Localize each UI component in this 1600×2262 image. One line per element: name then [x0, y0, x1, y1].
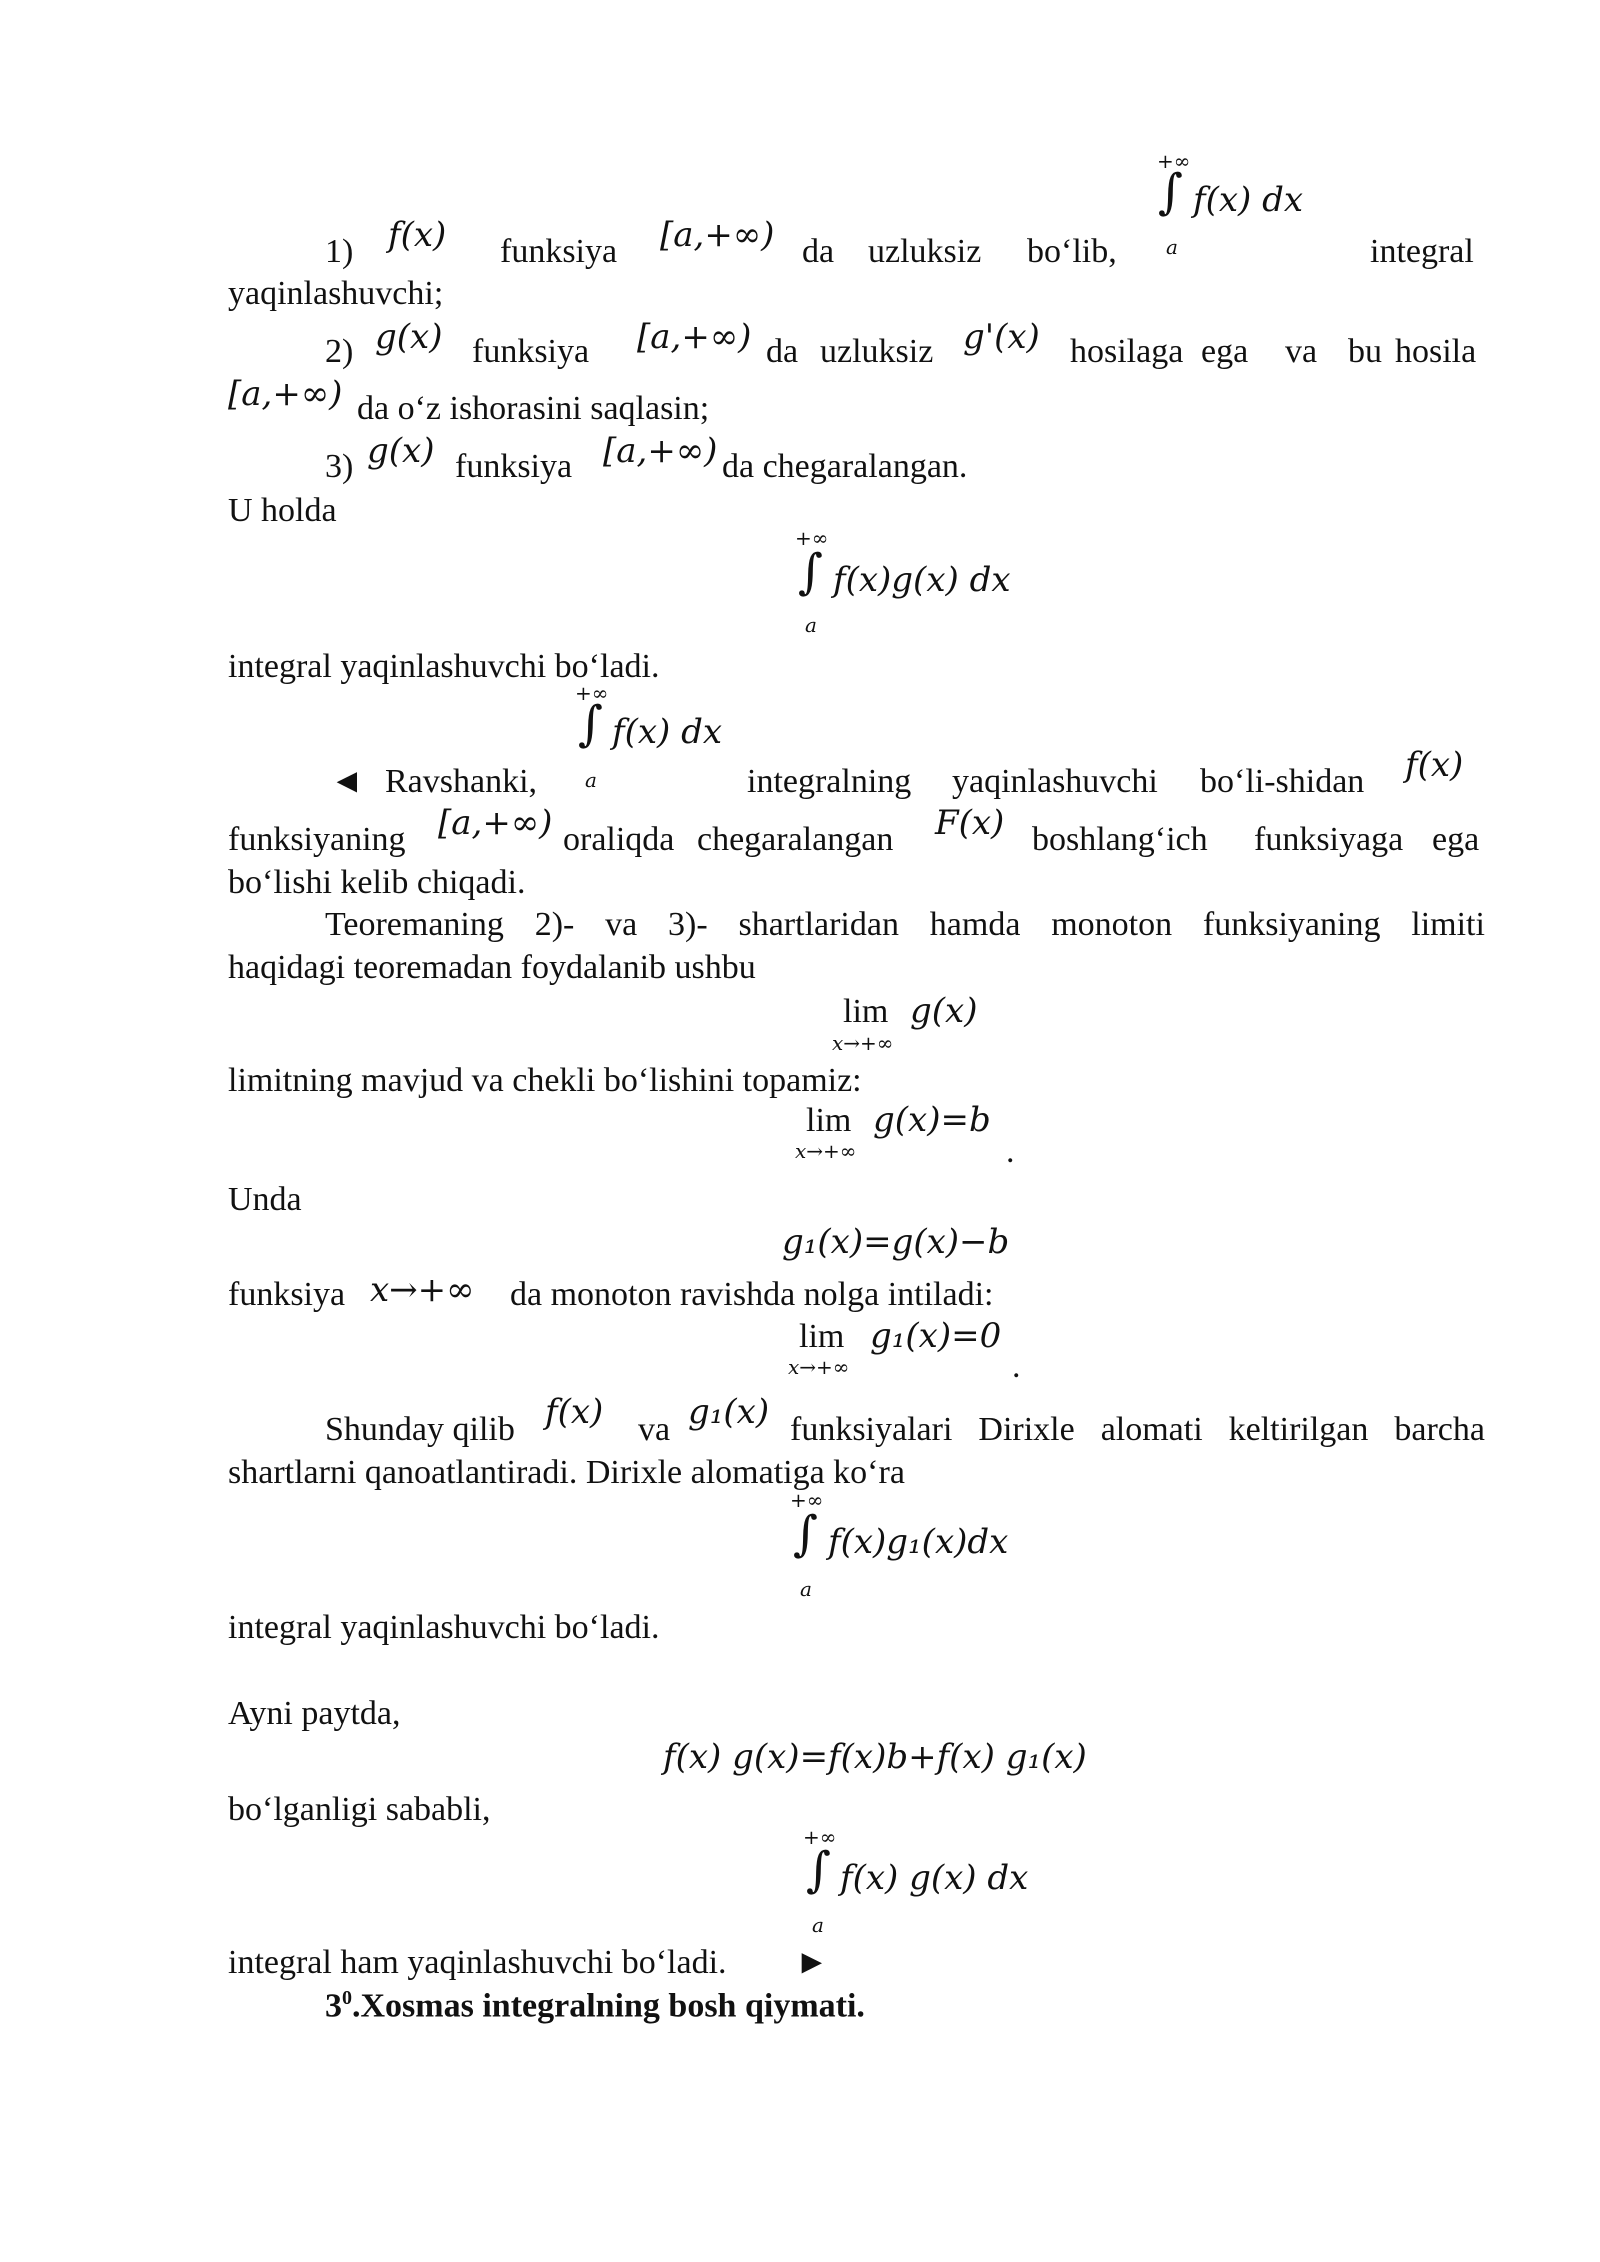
- proof-int-lower: a: [585, 768, 597, 792]
- lim3-dot: .: [1012, 1348, 1021, 1385]
- item3-number: 3): [325, 448, 354, 485]
- int1-lower: a: [1166, 235, 1178, 259]
- item1-word: integral: [1370, 233, 1474, 270]
- proof-interval: [a,+∞): [438, 803, 553, 843]
- teorema-word: 3)-: [668, 906, 708, 943]
- section-heading: [325, 1988, 865, 2023]
- final-text: integral ham yaqinlashuvchi bo‘ladi.: [228, 1944, 727, 1981]
- g1-definition: g₁(x)=g(x)−b: [782, 1222, 1010, 1262]
- proof-word: Ravshanki,: [385, 763, 538, 800]
- proof-start-marker: ◄: [330, 763, 364, 800]
- shunday-line2: shartlarni qanoatlantiradi. Dirixle alomatiga ko‘ra: [228, 1454, 905, 1491]
- proof-word: yaqinlashuvchi: [952, 763, 1158, 800]
- lim3-lim: lim: [799, 1318, 845, 1355]
- item2-word: hosila: [1395, 333, 1477, 370]
- proof-int-body: f(x) dx: [612, 712, 723, 752]
- shunday-word: alomati: [1100, 1411, 1203, 1448]
- shunday-fx: f(x): [545, 1392, 604, 1432]
- lim2-under: x→+∞: [795, 1139, 857, 1163]
- item1-word: bo‘lib,: [1027, 233, 1117, 270]
- monoton-condition: x→+∞: [370, 1270, 475, 1310]
- monoton-pre: funksiya: [228, 1276, 346, 1313]
- lim3-expr: g₁(x)=0: [870, 1316, 1002, 1356]
- item2-word: va: [1285, 333, 1318, 370]
- proof-Fx: F(x): [935, 803, 1005, 843]
- section-title: .Xosmas integralning bosh qiymati.: [352, 1987, 865, 2025]
- item2-interval2: [a,+∞): [228, 374, 343, 414]
- proof-word: boshlang‘ich: [1032, 821, 1208, 858]
- shunday-word: keltirilgan: [1228, 1411, 1369, 1448]
- lim1-expr: g(x): [910, 991, 978, 1031]
- item3-gx: g(x): [367, 431, 435, 471]
- after-eq2: integral yaqinlashuvchi bo‘ladi.: [228, 1609, 660, 1646]
- item2-word: ega: [1201, 333, 1249, 370]
- sababli: bo‘lganligi sababli,: [228, 1791, 491, 1828]
- eq4-body: f(x) g(x) dx: [840, 1858, 1029, 1898]
- proof-end-marker: ►: [795, 1944, 829, 1981]
- item1-word: funksiya: [500, 233, 618, 270]
- shunday-line1-tail: [790, 1413, 1485, 1447]
- teorema-word: va: [605, 906, 638, 943]
- after-lim1: limitning mavjud va chekli bo‘lishini topamiz:: [228, 1062, 862, 1099]
- teorema-word: Teoremaning: [325, 906, 504, 943]
- lim2-lim: lim: [806, 1102, 852, 1139]
- item2-gx: g(x): [375, 317, 443, 357]
- section-superscript: 0: [342, 1987, 352, 2009]
- proof-word: chegaralangan: [697, 821, 894, 858]
- teorema-word: 2)-: [534, 906, 575, 943]
- u-holda: U holda: [228, 492, 337, 529]
- item1-interval: [a,+∞): [660, 215, 775, 255]
- item3-word: funksiya: [455, 448, 573, 485]
- eq1-sign: ∫: [798, 544, 824, 600]
- teorema-line1: [325, 908, 1485, 942]
- proof-line3: bo‘lishi kelib chiqadi.: [228, 864, 526, 901]
- eq1-upper: +∞: [795, 526, 829, 550]
- item3-tail: da chegaralangan.: [722, 448, 968, 485]
- item3-interval: [a,+∞): [603, 431, 718, 471]
- section-number: 3: [325, 1987, 342, 2025]
- shunday-pre: Shunday qilib: [325, 1411, 515, 1448]
- eq4-upper: +∞: [803, 1825, 837, 1849]
- item2-word: da: [766, 333, 799, 370]
- eq1-lower: a: [805, 613, 817, 637]
- int1-sign: ∫: [1158, 164, 1184, 220]
- shunday-g1x: g₁(x): [688, 1392, 770, 1432]
- item2-word: bu: [1348, 333, 1382, 370]
- proof-int-sign: ∫: [578, 696, 604, 752]
- proof-int-upper: +∞: [575, 681, 609, 705]
- teorema-word: monoton: [1051, 906, 1173, 943]
- eq4-sign: ∫: [806, 1842, 832, 1898]
- unda: Unda: [228, 1181, 302, 1218]
- item1-number: 1): [325, 233, 354, 270]
- teorema-word: shartlaridan: [738, 906, 899, 943]
- lim1-under: x→+∞: [832, 1031, 894, 1055]
- lim2-dot: .: [1006, 1133, 1015, 1170]
- after-eq1: integral yaqinlashuvchi bo‘ladi.: [228, 648, 660, 685]
- monoton-post: da monoton ravishda nolga intiladi:: [510, 1276, 994, 1313]
- proof-word: integralning: [747, 763, 912, 800]
- proof-word: bo‘li-shidan: [1200, 763, 1365, 800]
- proof-word: ega: [1432, 821, 1480, 858]
- shunday-word: funksiyalari: [790, 1411, 953, 1448]
- proof-word: oraliqda: [563, 821, 675, 858]
- lim1-lim: lim: [843, 993, 889, 1030]
- item1-line2: yaqinlashuvchi;: [228, 275, 444, 312]
- item2-word: funksiya: [472, 333, 590, 370]
- teorema-word: funksiyaning: [1202, 906, 1381, 943]
- proof-fx: f(x): [1405, 745, 1464, 785]
- teorema-word: hamda: [929, 906, 1021, 943]
- shunday-word: Dirixle: [978, 1411, 1075, 1448]
- teorema-word: limiti: [1411, 906, 1485, 943]
- teorema-line2: haqidagi teoremadan foydalanib ushbu: [228, 949, 756, 986]
- int1-upper: +∞: [1157, 149, 1191, 173]
- item2-number: 2): [325, 333, 354, 370]
- ayni-paytda: Ayni paytda,: [228, 1695, 401, 1732]
- int1-body: f(x) dx: [1193, 180, 1304, 220]
- eq3: f(x) g(x)=f(x)b+f(x) g₁(x): [663, 1737, 1087, 1777]
- proof-word: funksiyaning: [228, 821, 406, 858]
- item2-gprime: g'(x): [963, 317, 1040, 357]
- item2-word: uzluksiz: [820, 333, 934, 370]
- item1-word: uzluksiz: [868, 233, 982, 270]
- eq2-upper: +∞: [790, 1488, 824, 1512]
- item2-line2: da o‘z ishorasini saqlasin;: [357, 390, 710, 427]
- shunday-va: va: [638, 1411, 671, 1448]
- lim2-expr: g(x)=b: [873, 1100, 991, 1140]
- eq1-body: f(x)g(x) dx: [833, 560, 1011, 600]
- item2-word: hosilaga: [1070, 333, 1184, 370]
- shunday-word: barcha: [1394, 1411, 1485, 1448]
- item2-interval: [a,+∞): [637, 317, 752, 357]
- item1-word: da: [802, 233, 835, 270]
- lim3-under: x→+∞: [788, 1355, 850, 1379]
- proof-word: funksiyaga: [1254, 821, 1404, 858]
- eq4-lower: a: [812, 1913, 824, 1937]
- eq2-sign: ∫: [793, 1506, 819, 1562]
- item1-fx: f(x): [388, 215, 447, 255]
- eq2-lower: a: [800, 1577, 812, 1601]
- eq2-body: f(x)g₁(x)dx: [828, 1522, 1009, 1562]
